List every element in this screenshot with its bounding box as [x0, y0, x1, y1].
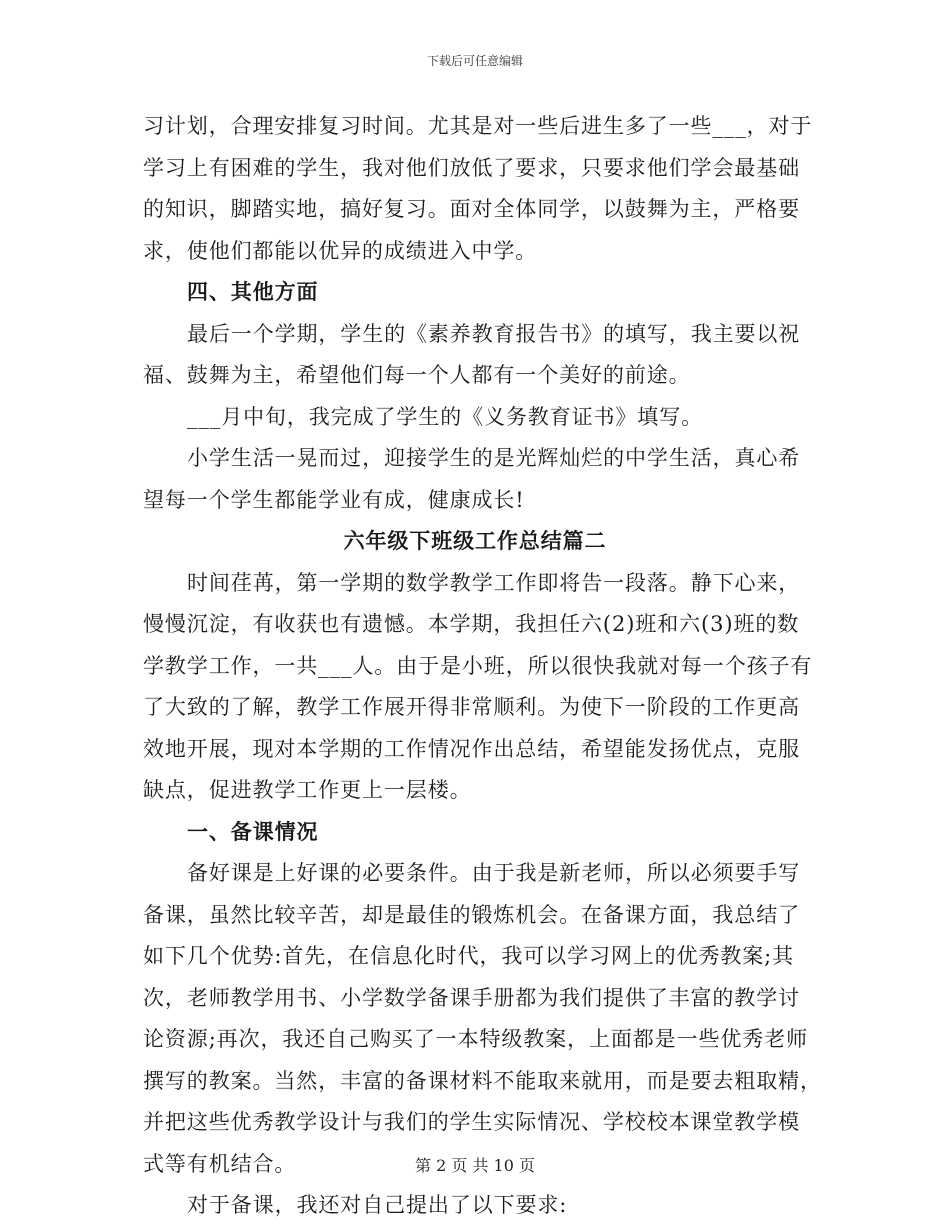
- document-body: [143, 106, 822, 1227]
- paragraph-line: 论资源;再次，我还自己购买了一本特级教案，上面都是一些优秀老师: [143, 1027, 808, 1051]
- paragraph-line: 望每一个学生都能学业有成，健康成长!: [143, 487, 525, 512]
- paragraph-line: 学教学工作，一共___人。由于是小班，所以很快我就对每一个孩子有: [143, 653, 813, 678]
- paragraph-line: 最后一个学期，学生的《素养教育报告书》的填写，我主要以祝: [187, 321, 801, 346]
- paragraph-line: 备好课是上好课的必要条件。由于我是新老师，所以必须要手写: [187, 861, 801, 885]
- paragraph-line: ___月中旬，我完成了学生的《义务教育证书》填写。: [187, 404, 703, 429]
- paragraph-line: 慢慢沉淀，有收获也有遗憾。本学期，我担任六(2)班和六(3)班的数: [143, 612, 800, 636]
- paragraph-line: 撰写的教案。当然，丰富的备课材料不能取来就用，而是要去粗取精，: [143, 1068, 822, 1093]
- paragraph-line: 备课，虽然比较辛苦，却是最佳的锻炼机会。在备课方面，我总结了: [143, 902, 800, 927]
- paragraph-line: 福、鼓舞为主，希望他们每一个人都有一个美好的前途。: [143, 363, 691, 387]
- page-header-note: 下载后可任意编辑: [426, 54, 523, 68]
- paragraph-line: 求，使他们都能以优异的成绩进入中学。: [143, 238, 538, 263]
- paragraph-line: 时间荏苒，第一学期的数学教学工作即将告一段落。静下心来，: [187, 570, 801, 595]
- paragraph-line: 习计划，合理安排复习时间。尤其是对一些后进生多了一些___，对于: [143, 114, 813, 138]
- paragraph-line: 小学生活一晃而过，迎接学生的是光辉灿烂的中学生活，真心希: [187, 446, 801, 470]
- paragraph-line: 了大致的了解，教学工作展开得非常顺利。为使下一阶段的工作更高: [143, 695, 800, 719]
- paragraph-line: 次，老师教学用书、小学数学备课手册都为我们提供了丰富的教学讨: [143, 985, 800, 1010]
- paragraph-line: 式等有机结合。: [143, 1151, 297, 1176]
- paragraph-line: 的知识，脚踏实地，搞好复习。面对全体同学，以鼓舞为主，严格要: [143, 197, 800, 221]
- paragraph-line: 对于备课，我还对自己提出了以下要求:: [187, 1193, 568, 1217]
- section-heading: 四、其他方面: [187, 280, 319, 304]
- paragraph-line: 如下几个优势:首先，在信息化时代，我可以学习网上的优秀教案;其: [143, 944, 795, 968]
- page-footer-number: 第 2 页 共 10 页: [415, 1156, 535, 1175]
- paragraph-line: 学习上有困难的学生，我对他们放低了要求，只要求他们学会最基础: [143, 155, 800, 180]
- section-heading: 一、备课情况: [187, 819, 319, 844]
- paragraph-line: 缺点，促进教学工作更上一层楼。: [143, 778, 472, 802]
- section-heading: 六年级下班级工作总结篇二: [343, 529, 607, 553]
- paragraph-line: 效地开展，现对本学期的工作情况作出总结，希望能发扬优点，克服: [143, 736, 800, 761]
- paragraph-line: 并把这些优秀教学设计与我们的学生实际情况、学校校本课堂教学模: [143, 1110, 800, 1134]
